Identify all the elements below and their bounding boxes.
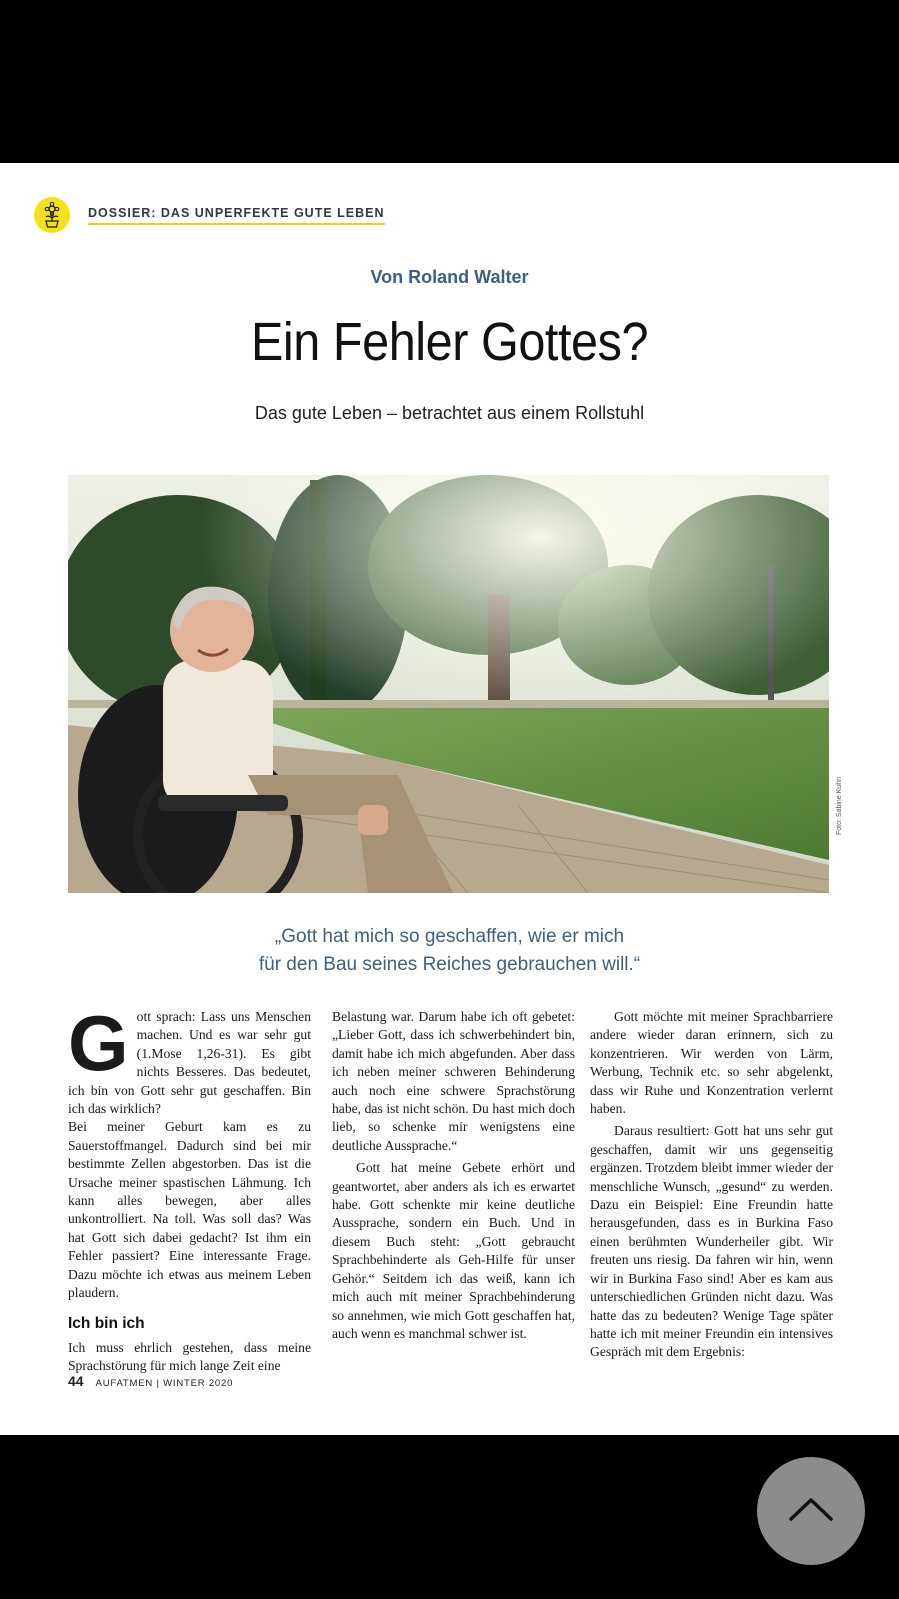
article-photo (68, 475, 829, 893)
intro-paragraph (68, 999, 311, 1118)
text-column-1 (68, 999, 311, 1376)
dossier-label: DOSSIER: DAS UNPERFEKTE GUTE LEBEN (88, 206, 385, 225)
paragraph-text: ott sprach: Lass uns Menschen machen. Und es war sehr gut (1.Mose 1,26-31). Es gibt nichts Besseres. Das bedeutet, ich bin von Gott sehr gut geschaffen. Bin ich das wirklich? (68, 1009, 311, 1117)
sunflower-icon (34, 197, 70, 233)
page-number: 44 (68, 1373, 84, 1389)
page-footer (68, 1373, 233, 1389)
paragraph: Daraus resultiert: Gott hat uns sehr gut geschaffen, damit wir uns gegenseitig ergänzen. Trotzdem bleibt immer wieder der menschliche Wunsch, „gesund“ zu werden. Dazu ein Beispiel: Eine Freundin hatte herausgefunden, dass es in Burkina Faso einen berühmten Wunderheiler gibt. Wir freuten uns riesig. Da fahren wir hin, wenn wir in Burkina Faso sind! Aber es kam aus unterschiedlichen Gründen nicht dazu. Was hatte das zu bedeuten? Wenige Tage später hatte ich mit meiner Freundin ein intensives Gespräch mit dem Ergebnis: (590, 1123, 833, 1360)
text-column-3 (590, 1008, 833, 1362)
section-heading: Ich bin ich (68, 1314, 145, 1332)
photo-credit: Foto: Sabine Kuhn (836, 777, 843, 835)
footer-publication: AUFATMEN | WINTER 2020 (95, 1378, 234, 1389)
paragraph: Gott hat meine Gebete erhört und geantwortet, aber anders als ich es erwartet habe. Gott schenkte mir keine deutliche Aussprache, sondern ein Buch. Und in diesem Buch steht: „Gott gebraucht Sprachbehinderte als Geh-Hilfe für unser Gehör.“ Seitdem ich das weiß, kann ich mich auch mit meiner Sprachbehinderung so annehmen, wie mich Gott geschaffen hat, auch wenn es manchmal schwer ist. (332, 1160, 575, 1341)
article-title: Ein Fehler Gottes? (250, 312, 649, 372)
chevron-up-icon (788, 1496, 834, 1527)
pull-quote-line: für den Bau seines Reiches gebrauchen will.“ (258, 954, 641, 975)
paragraph: Gott möchte mit meiner Sprachbarriere andere wieder daran erinnern, sich zu konzentrieren. Wir werden von Lärm, Werbung, Technik etc. so sehr abgelenkt, dass wir Ruhe und Konzentration verlernt haben. (590, 1009, 833, 1117)
text-column-2 (332, 1008, 575, 1343)
pull-quote-line: „Gott hat mich so geschaffen, wie er mich (274, 926, 625, 947)
dossier-header (34, 197, 385, 233)
article-subtitle: Das gute Leben – betrachtet aus einem Rollstuhl (254, 403, 645, 423)
drop-cap: G (68, 999, 129, 1087)
paragraph: Belastung war. Darum habe ich oft gebetet: „Lieber Gott, dass ich schwerbehindert bin, damit habe ich mich abgefunden. Aber dass ich neben meiner schweren Behinderung auch noch eine schwere Sprachstörung habe, das ist nicht schön. Du hast mich doch lieb, so schenke mir wenigstens eine deutliche Aussprache.“ (332, 1009, 575, 1153)
author-line: Von Roland Walter (370, 267, 529, 287)
pull-quote (0, 923, 899, 979)
scroll-to-top-button[interactable] (757, 1457, 865, 1565)
paragraph: Ich muss ehrlich gestehen, dass meine Sprachstörung für mich lange Zeit eine (68, 1339, 311, 1374)
magazine-page (0, 163, 899, 1435)
paragraph: Bei meiner Geburt kam es zu Sauerstoffmangel. Dadurch sind bei mir bestimmte Zellen abgestorben. Das ist die Ursache meiner spastischen Lähmung. Ich kann alles bewegen, aber alles unkontrolliert. Na toll. Was soll das? Was hat Gott sich dabei gedacht? Ist ihm ein Fehler passiert? Eine interessante Frage. Dazu möchte ich etwas aus meinem Leben plaudern. (68, 1119, 311, 1301)
